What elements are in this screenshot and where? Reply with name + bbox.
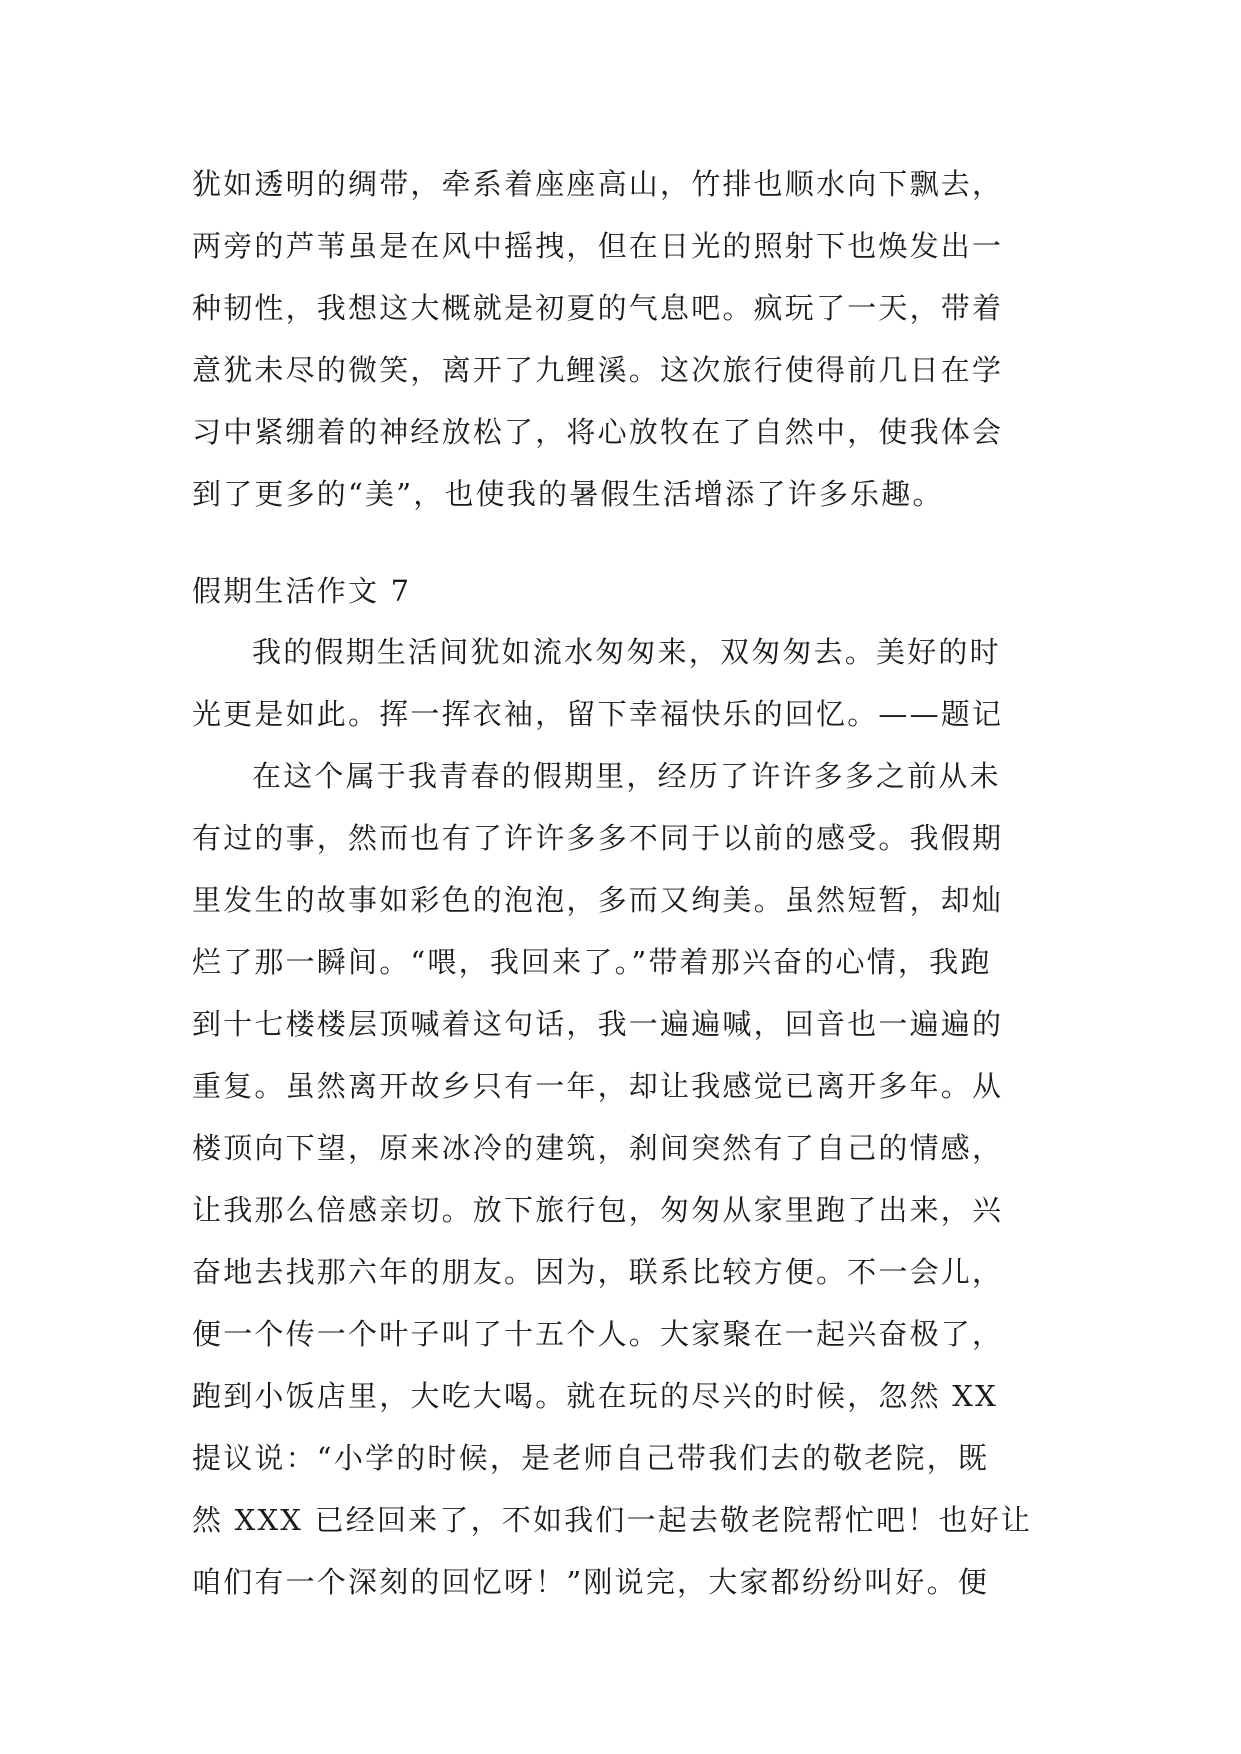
- paragraph-line: 意犹未尽的微笑，离开了九鲤溪。这次旅行使得前几日在学: [192, 353, 1004, 387]
- paragraph-line: 在这个属于我青春的假期里，经历了许许多多之前从未: [252, 759, 1001, 793]
- paragraph-line: 奋地去找那六年的朋友。因为，联系比较方便。不一会儿，: [192, 1255, 1004, 1289]
- paragraph-line: 里发生的故事如彩色的泡泡，多而又绚美。虽然短暂，却灿: [192, 883, 1004, 917]
- paragraph-line: 然 XXX 已经回来了，不如我们一起去敬老院帮忙吧！也好让: [192, 1503, 1033, 1537]
- paragraph-line: 光更是如此。挥一挥衣袖，留下幸福快乐的回忆。——题记: [192, 697, 1004, 731]
- paragraph-line: 让我那么倍感亲切。放下旅行包，匆匆从家里跑了出来，兴: [192, 1193, 1004, 1227]
- paragraph-line: 跑到小饭店里，大吃大喝。就在玩的尽兴的时候，忽然 XX: [192, 1379, 998, 1413]
- paragraph-line: 种韧性，我想这大概就是初夏的气息吧。疯玩了一天，带着: [192, 291, 1004, 325]
- paragraph-line: 楼顶向下望，原来冰冷的建筑，刹间突然有了自己的情感，: [192, 1131, 1004, 1165]
- paragraph-line: 便一个传一个叶子叫了十五个人。大家聚在一起兴奋极了，: [192, 1317, 1004, 1351]
- paragraph-line: 习中紧绷着的神经放松了，将心放牧在了自然中，使我体会: [192, 415, 1004, 449]
- essay-title: 假期生活作文 7: [192, 574, 412, 608]
- paragraph-line: 到了更多的“美”，也使我的暑假生活增添了许多乐趣。: [192, 477, 944, 511]
- paragraph-line: 我的假期生活间犹如流水匆匆来，双匆匆去。美好的时: [252, 635, 1001, 669]
- paragraph-line: 到十七楼楼层顶喊着这句话，我一遍遍喊，回音也一遍遍的: [192, 1007, 1004, 1041]
- paragraph-line: 有过的事，然而也有了许许多多不同于以前的感受。我假期: [192, 821, 1004, 855]
- paragraph-line: 烂了那一瞬间。“喂，我回来了。”带着那兴奋的心情，我跑: [192, 945, 992, 979]
- paragraph-line: 犹如透明的绸带，牵系着座座高山，竹排也顺水向下飘去，: [192, 167, 1004, 201]
- paragraph-line: 重复。虽然离开故乡只有一年，却让我感觉已离开多年。从: [192, 1069, 1004, 1103]
- paragraph-line: 咱们有一个深刻的回忆呀！”刚说完，大家都纷纷叫好。便: [192, 1565, 990, 1599]
- paragraph-line: 提议说：“小学的时候，是老师自己带我们去的敬老院，既: [192, 1441, 990, 1475]
- paragraph-line: 两旁的芦苇虽是在风中摇拽，但在日光的照射下也焕发出一: [192, 229, 1004, 263]
